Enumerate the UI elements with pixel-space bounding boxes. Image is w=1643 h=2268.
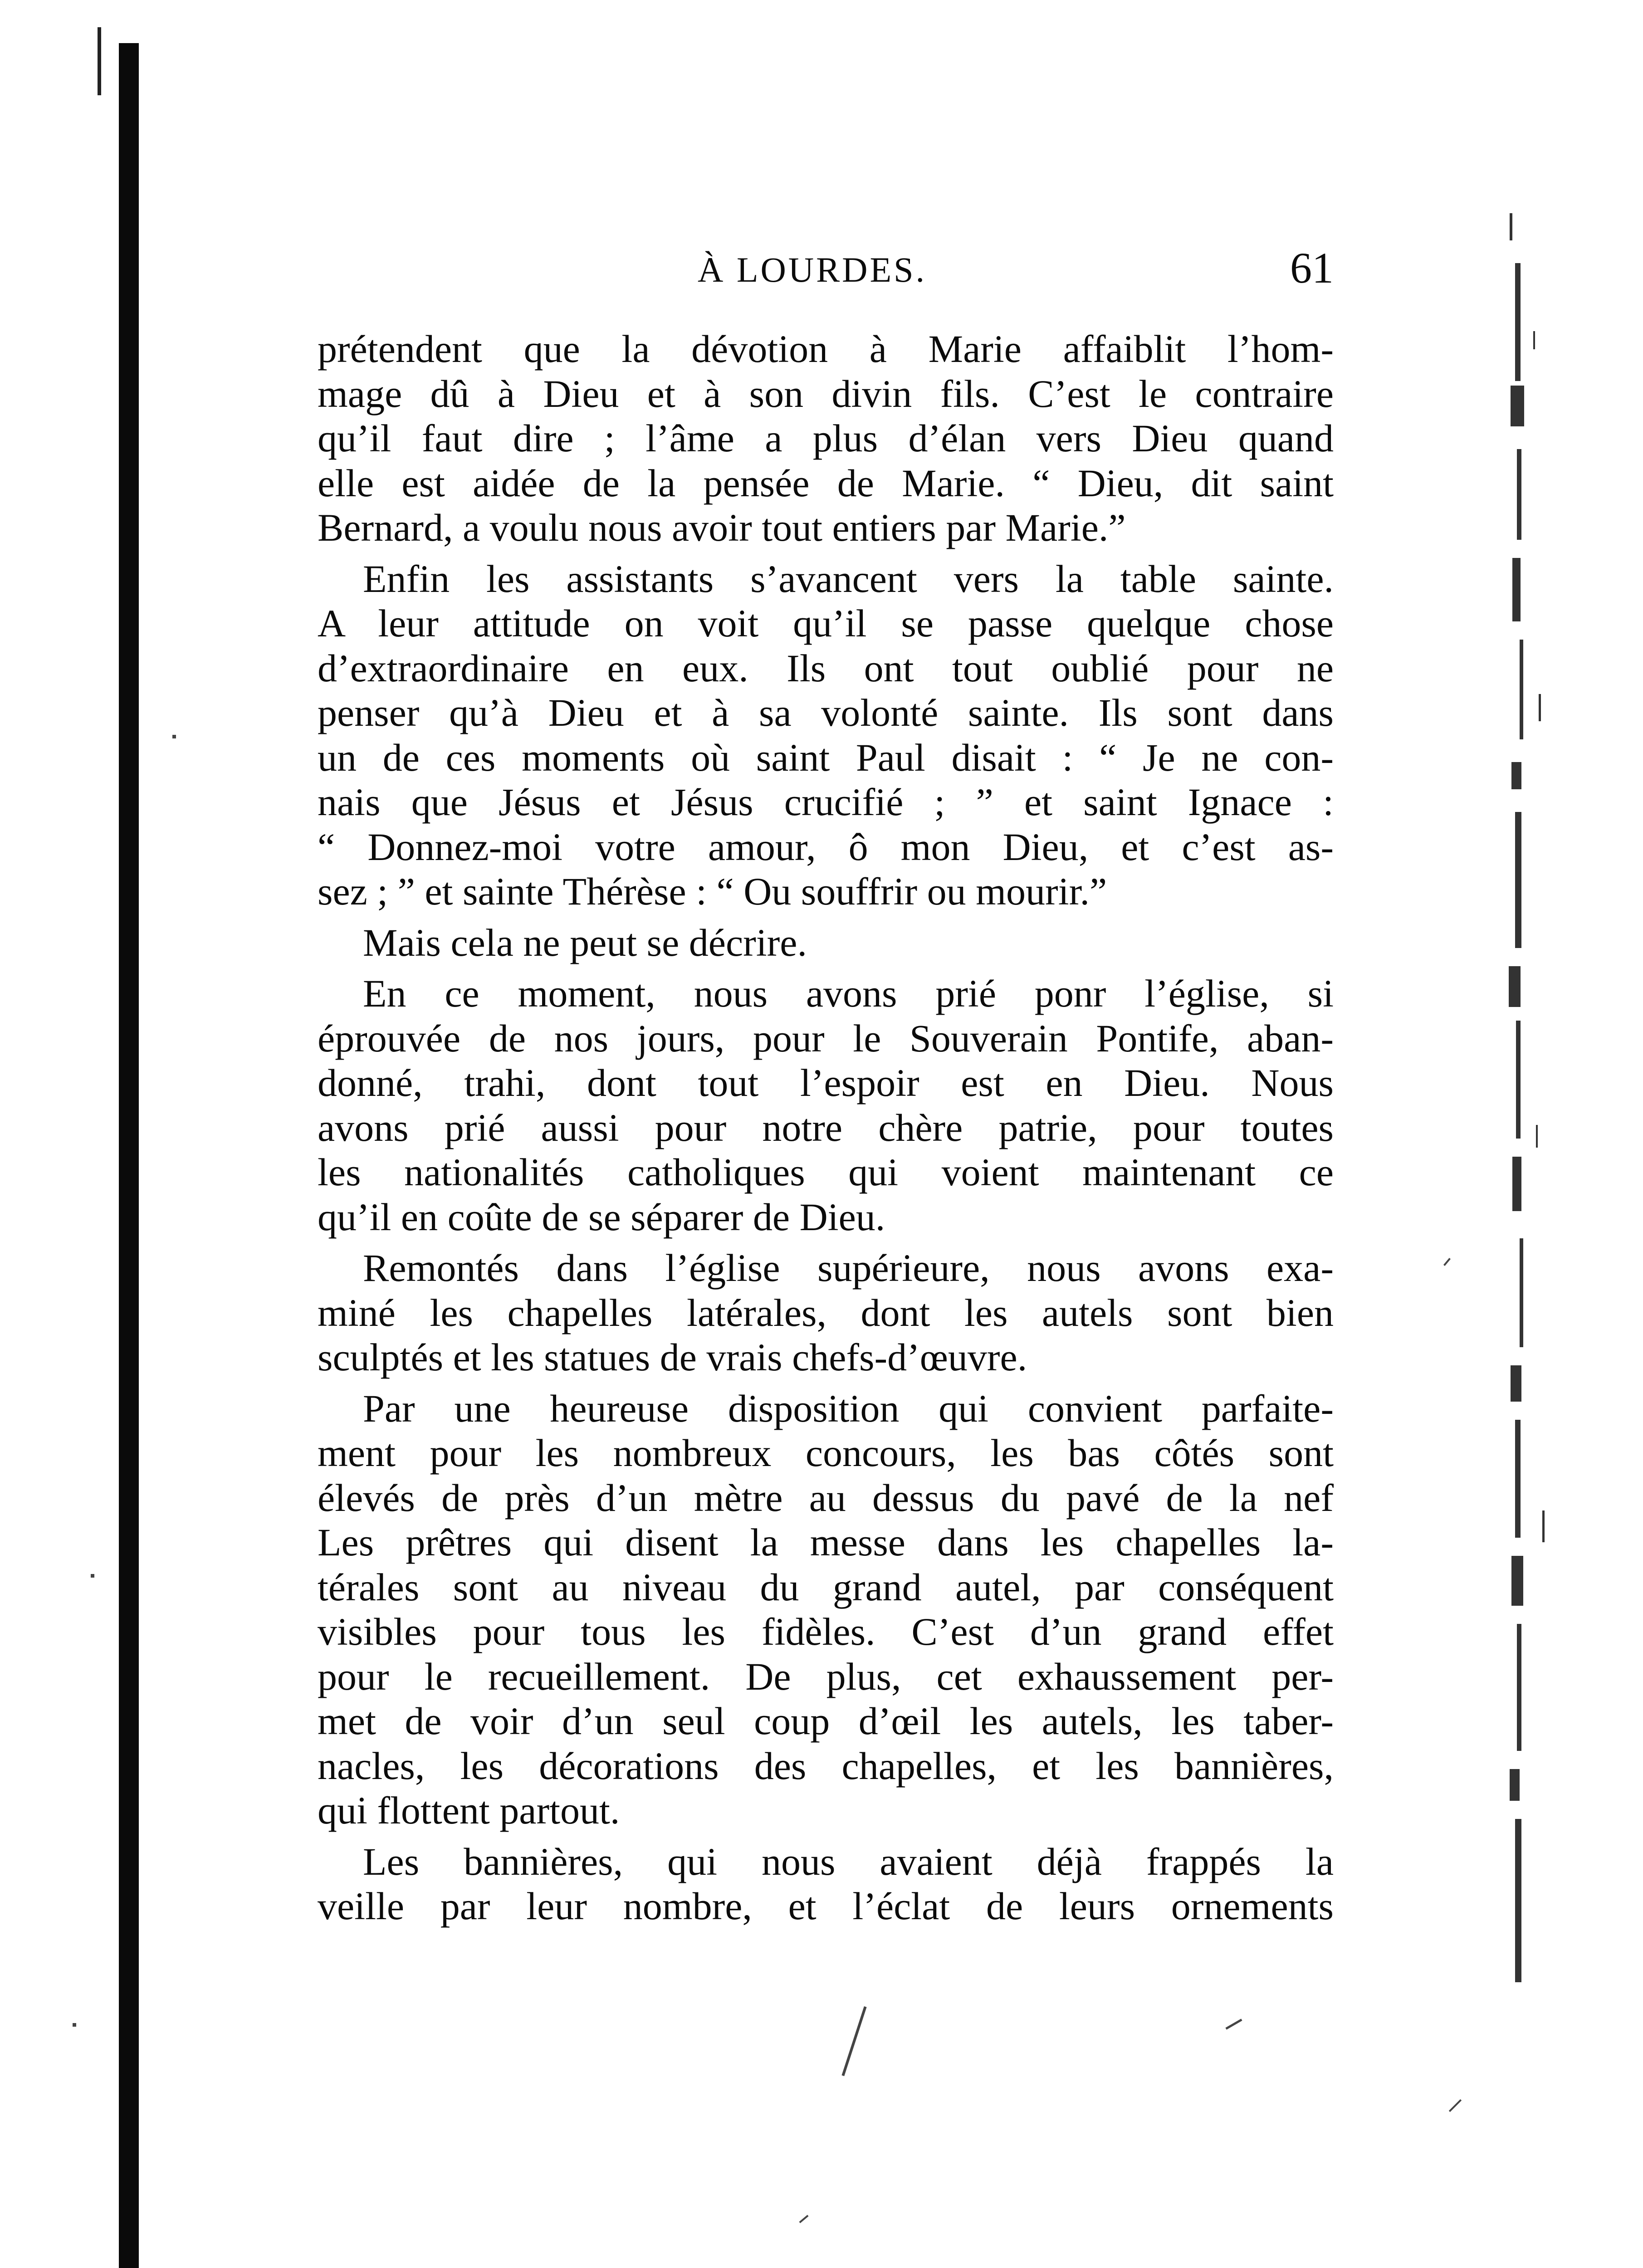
text-line: pour le recueillement. De plus, cet exhaussement per-	[318, 1654, 1334, 1698]
paragraph	[318, 1839, 1334, 1929]
text-line: visibles pour tous les fidèles. C’est d’un grand effet	[318, 1610, 1334, 1653]
text-line: Par une heureuse disposition qui convient parfaite-	[363, 1386, 1334, 1430]
text-line: élevés de près d’un mètre au dessus du pavé de la nef	[318, 1476, 1334, 1520]
text-line: miné les chapelles latérales, dont les autels sont bien	[318, 1290, 1334, 1334]
text-line: donné, trahi, dont tout l’espoir est en Dieu. Nous	[318, 1061, 1334, 1105]
text-line: nais que Jésus et Jésus crucifié ; ” et saint Ignace :	[318, 780, 1334, 824]
binding-shadow	[119, 43, 139, 2268]
text-line: penser qu’à Dieu et à sa volonté sainte. Ils sont dans	[318, 691, 1334, 734]
text-line: les nationalités catholiques qui voient maintenant ce	[318, 1150, 1334, 1194]
text-line: A leur attitude on voit qu’il se passe quelque chose	[318, 601, 1334, 645]
text-line: Les prêtres qui disent la messe dans les chapelles la-	[318, 1520, 1334, 1564]
text-line: mage dû à Dieu et à son divin fils. C’est le contraire	[318, 371, 1334, 415]
text-line: avons prié aussi pour notre chère patrie, pour toutes	[318, 1105, 1334, 1149]
text-line: Bernard, a voulu nous avoir tout entiers par Marie.”	[318, 506, 1126, 549]
body-text	[318, 327, 1334, 1935]
text-line: qu’il faut dire ; l’âme a plus d’élan vers Dieu quand	[318, 416, 1334, 460]
running-head	[318, 244, 1334, 293]
paragraph	[318, 557, 1334, 914]
text-line: qu’il en coûte de se séparer de Dieu.	[318, 1195, 885, 1239]
text-line: ment pour les nombreux concours, les bas côtés sont	[318, 1431, 1334, 1475]
page-number: 61	[1290, 244, 1334, 292]
paragraph	[318, 1386, 1334, 1833]
text-line: En ce moment, nous avons prié ponr l’église, si	[363, 972, 1334, 1015]
text-line: un de ces moments où saint Paul disait : “ Je ne con-	[318, 735, 1334, 779]
text-line: térales sont au niveau du grand autel, par conséquent	[318, 1565, 1334, 1609]
text-line: veille par leur nombre, et l’éclat de leurs ornements	[318, 1884, 1334, 1928]
page-edge-noise	[1506, 195, 1556, 2055]
text-line: nacles, les décorations des chapelles, et les bannières,	[318, 1744, 1334, 1788]
paragraph	[318, 920, 1334, 965]
text-line: elle est aidée de la pensée de Marie. “ Dieu, dit saint	[318, 461, 1334, 505]
paragraph	[318, 327, 1334, 550]
running-title: À LOURDES.	[698, 250, 927, 289]
text-line: Les bannières, qui nous avaient déjà frappés la	[363, 1839, 1334, 1883]
text-line: éprouvée de nos jours, pour le Souverain Pontife, aban-	[318, 1016, 1334, 1060]
text-line: met de voir d’un seul coup d’œil les autels, les taber-	[318, 1699, 1334, 1743]
paragraph	[318, 971, 1334, 1239]
text-line: d’extraordinaire en eux. Ils ont tout oublié pour ne	[318, 646, 1334, 690]
text-line: “ Donnez-moi votre amour, ô mon Dieu, et c’est as-	[318, 825, 1334, 869]
text-line: sculptés et les statues de vrais chefs-d’œuvre.	[318, 1335, 1027, 1379]
paragraph	[318, 1246, 1334, 1380]
text-line: qui flottent partout.	[318, 1789, 620, 1832]
text-line: sez ; ” et sainte Thérèse : “ Ou souffrir ou mourir.”	[318, 870, 1107, 913]
binding-shadow-edge	[98, 27, 101, 95]
text-line: Mais cela ne peut se décrire.	[363, 920, 807, 964]
text-line: prétendent que la dévotion à Marie affaiblit l’hom-	[318, 327, 1334, 371]
text-line: Remontés dans l’église supérieure, nous avons exa-	[363, 1246, 1334, 1290]
text-line: Enfin les assistants s’avancent vers la table sainte.	[363, 557, 1334, 601]
